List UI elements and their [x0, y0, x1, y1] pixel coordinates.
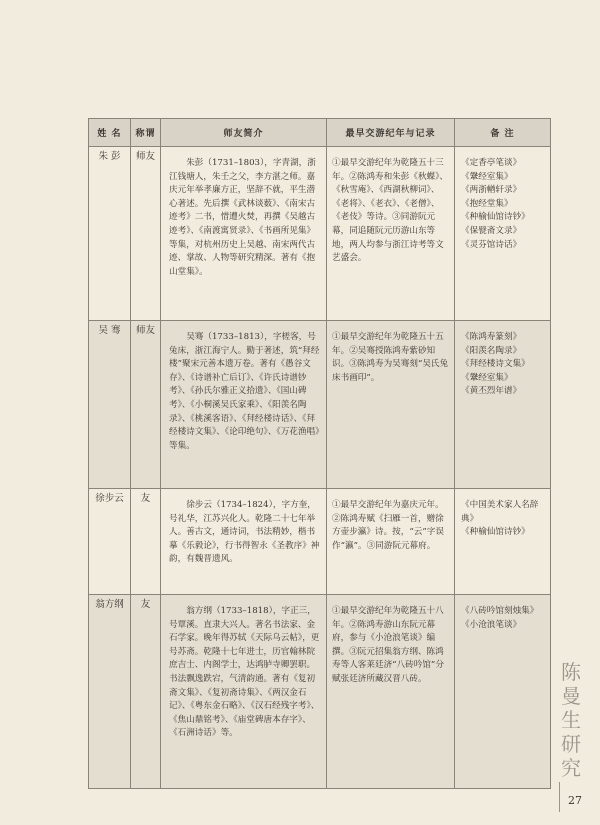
note-source: 《小沧浪笔谈》 [461, 619, 522, 630]
seal-char: 陈 [561, 660, 581, 684]
person-intro: 徐步云（1734–1824），字方奎，号礼华，江苏兴化人。乾隆二十七年举人。善古文，通诗词，书法精妙，楷书摹《乐毅论》，行书得智永《圣教序》神韵，有魏晋遗风。 [169, 500, 320, 565]
friends-table [88, 118, 551, 789]
relation: 友 [131, 595, 161, 789]
notes-cell [455, 147, 551, 321]
relation: 师友 [131, 147, 161, 321]
note-source: 《陈鸿寿篆刻》 [461, 332, 522, 342]
header-relation: 称谓 [131, 119, 161, 147]
header-name: 姓 名 [89, 119, 131, 147]
page-number: 27 [568, 794, 582, 807]
note-source: 《保甓斋文录》 [461, 225, 522, 236]
note-source: 《两浙輶轩录》 [461, 185, 522, 196]
relation: 师友 [131, 321, 161, 489]
person-name: 徐步云 [89, 489, 131, 595]
note-source: 《鞶经室集》 [461, 171, 513, 182]
notes-cell [455, 595, 551, 789]
note-source: 《鞶经室集》 [461, 372, 513, 383]
seal-char: 究 [561, 756, 581, 780]
earliest-record: ①最早交游纪年为嘉庆元年。②陈鸿寿赋《扫雁一首，赠徐方壶步瀛》诗。按，“云”字误作“瀛”。③同游阮元幕府。 [327, 489, 455, 595]
note-source: 《种榆仙馆诗钞》 [461, 527, 530, 538]
note-source: 《阳羡名陶录》 [461, 345, 522, 356]
note-source: 《定香亭笔谈》 [461, 158, 522, 168]
seal-char: 生 [561, 708, 581, 732]
note-source: 《中国美术家人名辞典》 [461, 500, 539, 524]
table-row [89, 489, 551, 595]
relation: 友 [131, 489, 161, 595]
earliest-record: ①最早交游纪年为乾隆五十五年。②吴骞授陈鸿寿紫砂知识。③陈鸿寿为吴骞刻“吴氏兔床书画印”。 [327, 321, 455, 489]
earliest-record: ①最早交游纪年为乾隆五十三年。②陈鸿寿和朱彭《秋蝶》、《秋雪庵》、《西湖秋柳词》、《老将》、《老衣》、《老僧》、《老伎》等诗。③同游阮元幕，同追随阮元历游山东等地，两人均参与浙江诗考等文艺盛会。 [327, 147, 455, 321]
earliest-record: ①最早交游纪年为乾隆五十八年。②陈鸿寿游山东阮元幕府，参与《小沧浪笔谈》编撰。③阮元招集翁方纲、陈鸿寿等人客莱廷济“八砖吟馆”分赋张廷济所藏汉晋八砖。 [327, 595, 455, 789]
table-row [89, 147, 551, 321]
person-intro: 吴骞（1733–1813），字槎客，号兔床，浙江海宁人。勤于著述，筑“拜经楼”聚宋元善本遗万卷。著有《愚谷文存》、《诗谱补亡后订》、《许氏诗谱钞考》、《孙氏尔雅正义拾遗》、《国山碑考》、《小桐溪吴氏家乘》、《阳羡名陶录》、《桃溪客语》、《拜经楼诗话》、《拜经楼诗文集》、《论印绝句》、《万花渔唱》等集。 [169, 332, 320, 451]
seal-char: 研 [561, 732, 581, 756]
seal-char: 曼 [561, 684, 581, 708]
table-row [89, 321, 551, 489]
header-row [89, 119, 551, 147]
note-source: 《抱经堂集》 [461, 198, 513, 209]
note-source: 《灵芬馆诗话》 [461, 239, 522, 250]
note-source: 《八砖吟馆刻烛集》 [461, 606, 539, 616]
notes-cell [455, 489, 551, 595]
person-intro: 朱彭（1731–1803），字青湖，浙江钱塘人，朱壬之父，李方湛之师。嘉庆元年举孝廉方正，坚辞不就，平生潜心著述。先后撰《武林谈薮》、《南宋古迹考》二书，惜遭火焚，再撰《吴越古迹考》、《南渡寓贤录》、《书画所见集》等集，对杭州历史上吴越、南宋两代古迹、掌故、人物等研究精深。著有《抱山堂集》。 [169, 158, 316, 277]
header-notes: 备 注 [455, 119, 551, 147]
note-source: 《黄丕烈年谱》 [461, 386, 522, 397]
header-record: 最早交游纪年与记录 [327, 119, 455, 147]
margin-rule [559, 782, 560, 812]
note-source: 《拜经楼诗文集》 [461, 359, 530, 370]
seal-calligraphy [558, 660, 584, 780]
person-name: 翁方纲 [89, 595, 131, 789]
notes-cell [455, 321, 551, 489]
header-intro: 师友简介 [161, 119, 327, 147]
note-source: 《种榆仙馆诗钞》 [461, 212, 530, 223]
person-intro: 翁方纲（1733–1818），字正三，号覃溪。直隶大兴人。著名书法家、金石学家。晚年得苏轼《天际乌云帖》，更号苏斋。乾隆十七年进士，历官翰林院庶吉士、内阁学士，达鸿胪寺卿罢职。书法飘逸跌宕，气清韵通。著有《复初斋文集》、《复初斋诗集》、《两汉金石记》、《粤东金石略》、《汉石经残字考》、《焦山鼎铭考》、《庙堂碑唐本存字》、《石洲诗话》等。 [169, 606, 320, 739]
person-name: 朱 彭 [89, 147, 131, 321]
person-name: 吴 骞 [89, 321, 131, 489]
table-row [89, 595, 551, 789]
